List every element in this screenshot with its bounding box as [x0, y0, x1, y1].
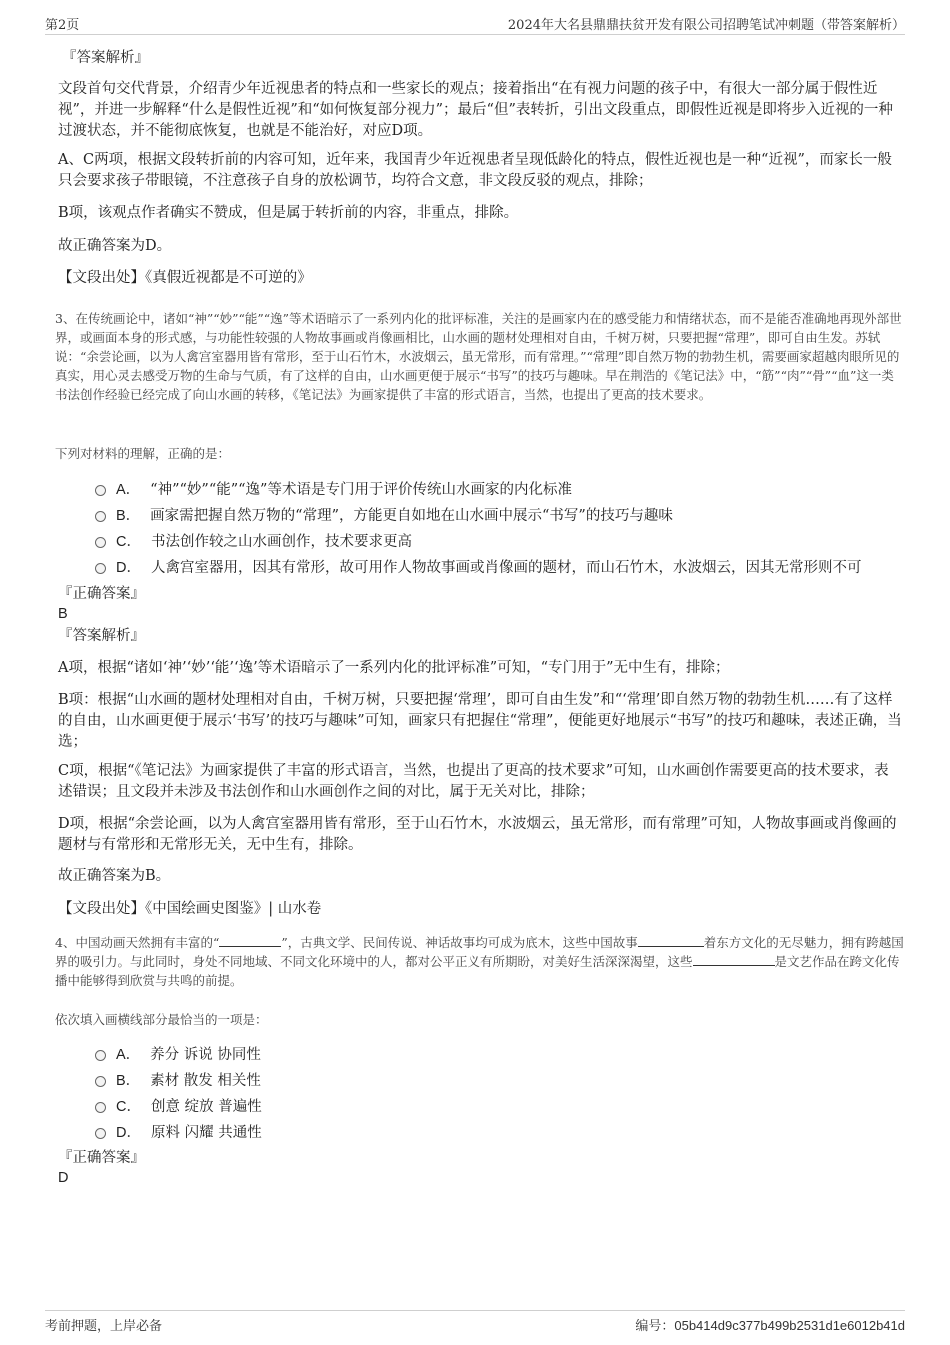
q3-analysis-b: B项：根据“山水画的题材处理相对自由，千树万树，只要把握‘常理’，即可自由生发”和“‘常理’即自然万物的勃勃生机……有了这样的自由，山水画更便于展示‘书写’的技巧与趣味”可知，画家只有把握住“常理”，便能更好地展示“书写”的技巧和趣味，表述正确，当选； — [58, 692, 902, 750]
q2-analysis-paragraph-1: 文段首句交代背景，介绍青少年近视患者的特点和一些家长的观点；接着指出“在有视力问题的孩子中，有很大一部分属于假性近视”，并进一步解释“什么是假性近视”和“如何恢复部分视力”；最后“但”表转折，引出文段重点，即假性近视是即将步入近视的一种过渡状态，并不能彻底恢复，也就是不能治好，对应D项。 — [58, 81, 893, 139]
radio-button-icon[interactable] — [95, 1102, 106, 1113]
q3-answer-title: 『正确答案』 — [58, 586, 145, 602]
radio-button-icon[interactable] — [95, 1076, 106, 1087]
q4-question: 依次填入画横线部分最恰当的一项是： — [55, 1012, 268, 1027]
q3-analysis-c: C项，根据“《笔记法》为画家提供了丰富的形式语言，当然，也提出了更高的技术要求”可知，山水画创作需要更高的技术要求，表述错误；且文段并未涉及书法创作和山水画创作之间的对比，属于无关对比，排除； — [58, 763, 889, 800]
q3-analysis-a: A项，根据“诸如‘神’‘妙’‘能’‘逸’等术语暗示了一系列内化的批评标准”可知，“专门用于”无中生有，排除； — [58, 660, 730, 676]
q4-options — [95, 1040, 695, 1144]
q3-conclusion: 故正确答案为B。 — [58, 868, 171, 884]
radio-button-icon[interactable] — [95, 1050, 106, 1061]
radio-button-icon[interactable] — [95, 563, 106, 574]
footer-code: 编号：05b414d9c377b499b2531d1e6012b41d — [635, 1318, 905, 1334]
page-footer — [45, 1310, 905, 1335]
q4-option-b[interactable]: B． 素材 散发 相关性 — [95, 1066, 695, 1092]
q3-option-a[interactable]: A． “神”“妙”“能”“逸”等术语是专门用于评价传统山水画家的内化标准 — [95, 475, 905, 501]
page-header — [45, 12, 905, 35]
blank-1 — [219, 934, 281, 947]
radio-button-icon[interactable] — [95, 485, 106, 496]
q3-option-d[interactable]: D． 人禽宫室器用，因其有常形，故可用作人物故事画或肖像画的题材，而山石竹木，水波烟云，因其无常形则不可 — [95, 553, 905, 579]
q3-source: 【文段出处】《中国绘画史图鉴》| 山水卷 — [58, 901, 322, 917]
q2-analysis-paragraph-3: B项，该观点作者确实不赞成，但是属于转折前的内容，非重点，排除。 — [58, 205, 519, 221]
radio-button-icon[interactable] — [95, 1128, 106, 1139]
q4-answer: D — [58, 1170, 69, 1186]
blank-2 — [638, 934, 704, 947]
page-number: 第2页 — [45, 18, 80, 33]
radio-button-icon[interactable] — [95, 537, 106, 548]
q3-option-b[interactable]: B． 画家需把握自然万物的“常理”，方能更自如地在山水画中展示“书写”的技巧与趣味 — [95, 501, 905, 527]
q3-answer: B — [58, 606, 68, 622]
q3-passage: 3、在传统画论中，诸如“神”“妙”“能”“逸”等术语暗示了一系列内化的批评标准，关注的是画家内在的感受能力和情绪状态，而不是能否准确地再现外部世界，或画面本身的形式感，与功能性较强的人物故事画或肖像画相比，山水画的题材处理相对自由，千树万树，只要把握“常理”，即可自由生发。苏轼说：“余尝论画，以为人禽宫室器用皆有常形，至于山石竹木，水波烟云，虽无常形，而有常理。”“常理”即自然万物的勃勃生机，需要画家超越肉眼所见的真实，用心灵去感受万物的生命与气质，有了这样的自由，山水画更便于展示“书写”的技巧与趣味。早在荆浩的《笔记法》中，“筋”“肉”“骨”“血”这一类书法创作经验已经完成了向山水画的转移，《笔记法》为画家提供了丰富的形式语言，当然，也提出了更高的技术要求。 — [55, 311, 902, 402]
q4-passage: 4、中国动画天然拥有丰富的“ ”，古典文学、民间传说、神话故事均可成为底木，这些中国故事 着东方文化的无尽魅力，拥有跨越国界的吸引力。与此同时，身处不同地域、不同文化环境中的人，都对公平正义有所期盼，对美好生活深深渴望，这些 是文艺作品在跨文化传播中能够得到欣赏与共鸣的前提。 — [55, 935, 904, 988]
q4-option-c[interactable]: C． 创意 绽放 普遍性 — [95, 1092, 695, 1118]
document-title: 2024年大名县鼎鼎扶贫开发有限公司招聘笔试冲刺题（带答案解析） — [507, 18, 905, 33]
q3-question: 下列对材料的理解，正确的是： — [55, 446, 231, 461]
q2-source: 【文段出处】《真假近视都是不可逆的》 — [58, 270, 312, 286]
q2-analysis-title: 『答案解析』 — [62, 50, 149, 66]
q3-analysis-d: D项，根据“余尝论画，以为人禽宫室器用皆有常形，至于山石竹木，水波烟云，虽无常形，而有常理”可知，人物故事画或肖像画的题材与有常形和无常形无关，无中生有，排除。 — [58, 816, 897, 853]
radio-button-icon[interactable] — [95, 511, 106, 522]
q2-analysis-paragraph-2: A、C两项，根据文段转折前的内容可知，近年来，我国青少年近视患者呈现低龄化的特点，假性近视也是一种“近视”，而家长一般只会要求孩子带眼镜，不注意孩子自身的放松调节，均符合文意，非文段反驳的观点，排除； — [58, 152, 892, 189]
q4-option-a[interactable]: A． 养分 诉说 协同性 — [95, 1040, 695, 1066]
blank-3 — [693, 953, 775, 966]
q3-options — [95, 475, 905, 579]
q4-option-d[interactable]: D． 原料 闪耀 共通性 — [95, 1118, 695, 1144]
q4-answer-title: 『正确答案』 — [58, 1150, 145, 1166]
footer-slogan: 考前押题，上岸必备 — [45, 1319, 163, 1334]
q3-analysis-title: 『答案解析』 — [58, 628, 145, 644]
q3-option-c[interactable]: C． 书法创作较之山水画创作，技术要求更高 — [95, 527, 905, 553]
q2-conclusion: 故正确答案为D。 — [58, 238, 172, 254]
